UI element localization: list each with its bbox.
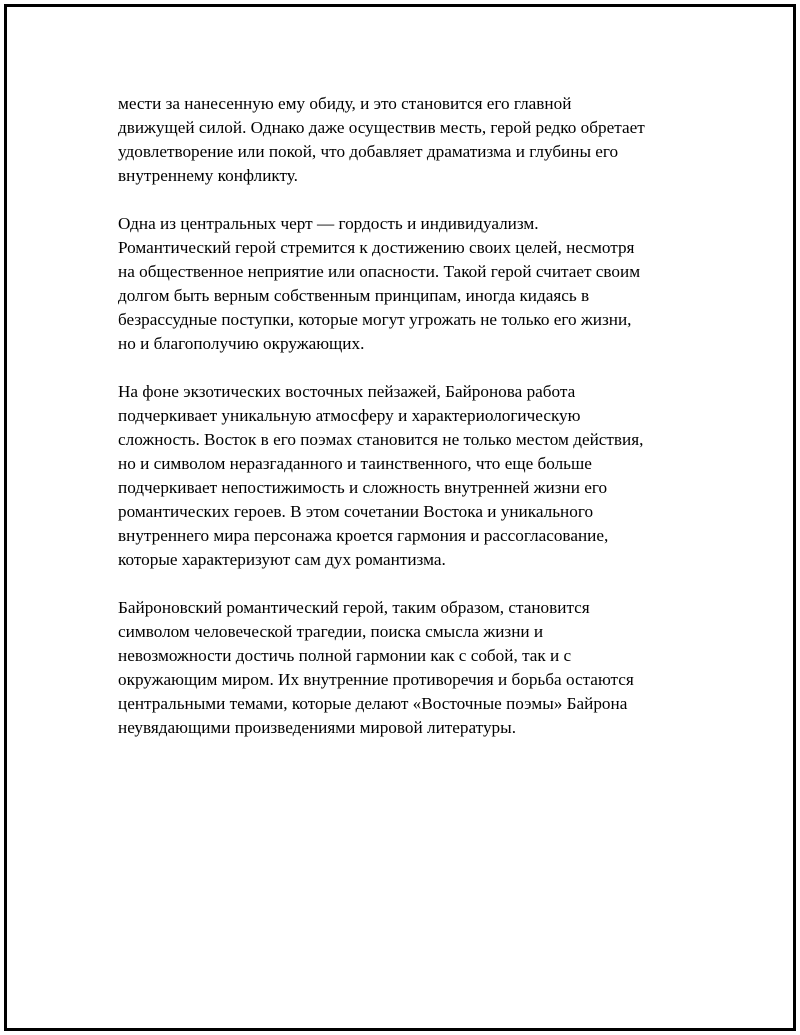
- text-line: но и символом неразгаданного и таинственного, что еще больше: [118, 454, 592, 473]
- document-body: [118, 92, 698, 764]
- paragraph: [118, 380, 698, 572]
- text-line: мести за нанесенную ему обиду, и это становится его главной: [118, 94, 572, 113]
- text-line: На фоне экзотических восточных пейзажей, Байронова работа: [118, 382, 576, 401]
- text-line: сложность. Восток в его поэмах становится не только местом действия,: [118, 430, 644, 449]
- paragraph: [118, 212, 698, 356]
- paragraph: [118, 596, 698, 740]
- text-line: символом человеческой трагедии, поиска смысла жизни и: [118, 622, 544, 641]
- text-line: окружающим миром. Их внутренние противоречия и борьба остаются: [118, 670, 634, 689]
- text-line: внутреннему конфликту.: [118, 166, 298, 185]
- text-line: удовлетворение или покой, что добавляет драматизма и глубины его: [118, 142, 619, 161]
- text-line: внутреннего мира персонажа кроется гармония и рассогласование,: [118, 526, 609, 545]
- paragraph: [118, 92, 698, 188]
- text-line: центральными темами, которые делают «Восточные поэмы» Байрона: [118, 694, 628, 713]
- text-line: безрассудные поступки, которые могут угрожать не только его жизни,: [118, 310, 632, 329]
- text-line: подчеркивает уникальную атмосферу и характериологическую: [118, 406, 581, 425]
- text-line: на общественное неприятие или опасности. Такой герой считает своим: [118, 262, 641, 281]
- text-line: долгом быть верным собственным принципам, иногда кидаясь в: [118, 286, 590, 305]
- text-line: Байроновский романтический герой, таким образом, становится: [118, 598, 590, 617]
- text-line: неувядающими произведениями мировой литературы.: [118, 718, 516, 737]
- text-line: но и благополучию окружающих.: [118, 334, 365, 353]
- text-line: движущей силой. Однако даже осуществив месть, герой редко обретает: [118, 118, 645, 137]
- text-line: Одна из центральных черт — гордость и индивидуализм.: [118, 214, 539, 233]
- text-line: Романтический герой стремится к достижению своих целей, несмотря: [118, 238, 635, 257]
- text-line: романтических героев. В этом сочетании Востока и уникального: [118, 502, 594, 521]
- text-line: которые характеризуют сам дух романтизма.: [118, 550, 446, 569]
- text-line: невозможности достичь полной гармонии как с собой, так и с: [118, 646, 572, 665]
- text-line: подчеркивает непостижимость и сложность внутренней жизни его: [118, 478, 608, 497]
